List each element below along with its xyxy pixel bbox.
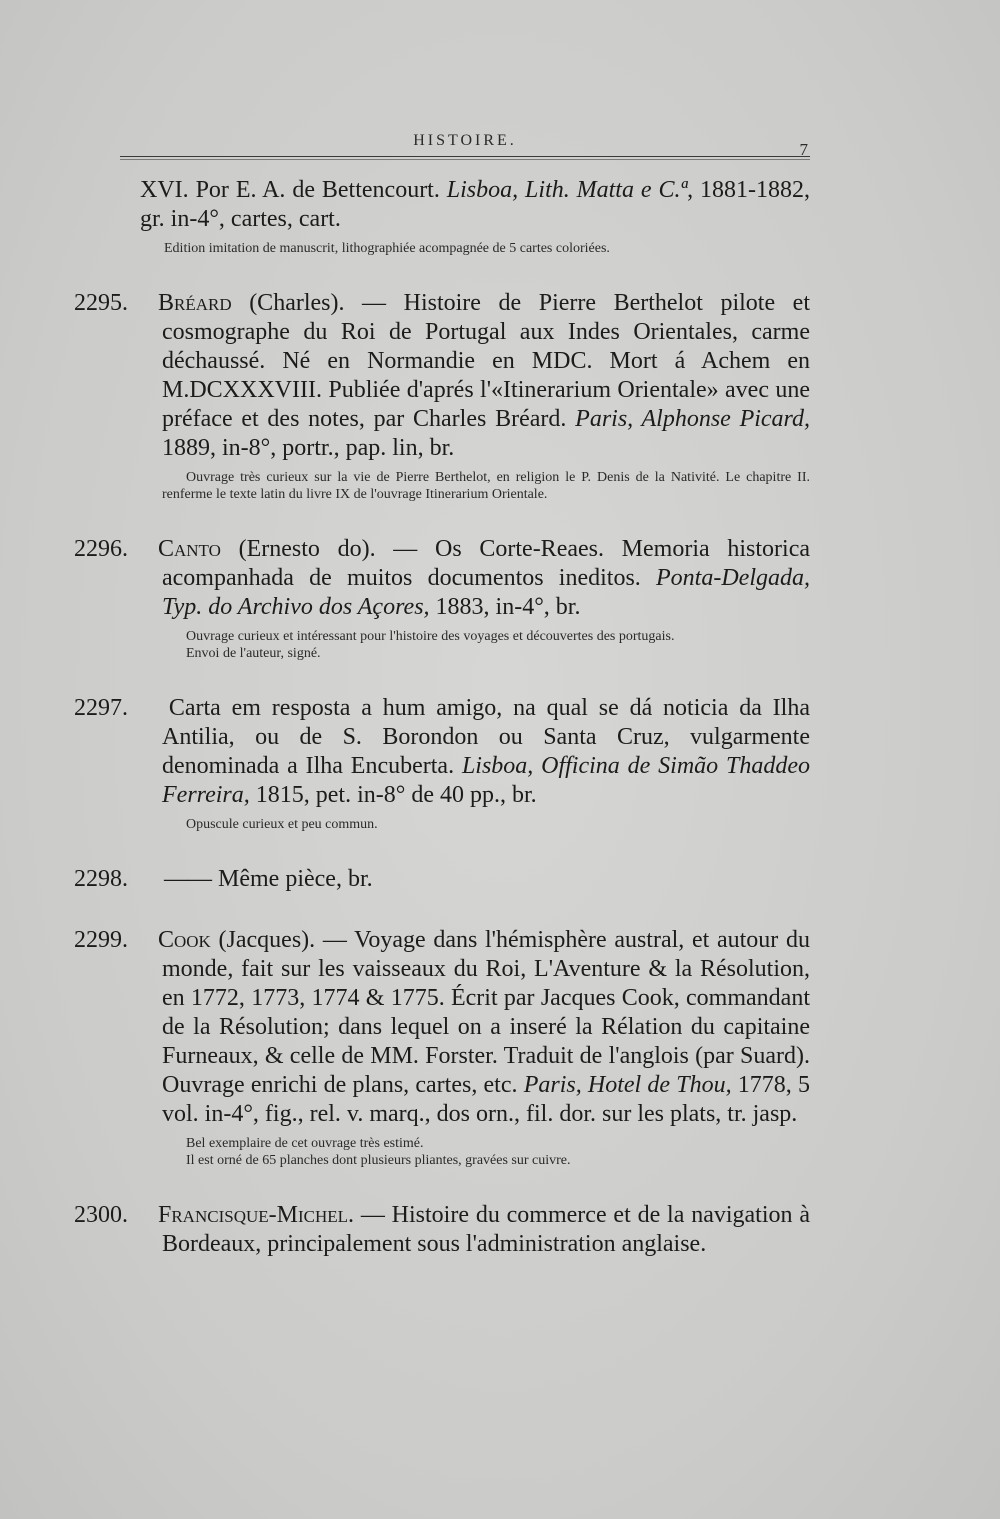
entry-text [74, 865, 810, 894]
entry-text [74, 289, 811, 463]
entry-body: Carta em resposta a hum amigo, na qual se dá noticia da Ilha Antilia, ou de S. Borondon ou Santa Cruz, vulgarmente denominada a Ilha Encuberta. [158, 695, 810, 779]
entry-number: 2298. [74, 866, 128, 892]
entry-note [140, 240, 810, 257]
entry-tail: 1883, in-4°, br. [429, 594, 581, 620]
entry-number: 2296. [74, 536, 128, 562]
entry-body: (Charles). — Histoire de Pierre Berthelot pilote et cosmographe du Roi de Portugal aux Indes Orientales, carme déchaussé. Né en Normandie en MDC. Mort á Achem en M.DCXXXVIII. Publiée d'aprés l'«Itinerarium Orientale» avec une préface et des notes, par Charles Bréard. [162, 290, 810, 432]
catalogue-entries [74, 176, 811, 1259]
spacer [118, 503, 810, 535]
entry-body: XVI. Por E. A. de Bettencourt. [140, 177, 447, 203]
entry-note [162, 469, 810, 503]
entry-continuation [118, 176, 810, 257]
entry-body: (Jacques). — Voyage dans l'hémisphère austral, et autour du monde, fait sur les vaisseaux du Roi, L'Aventure & la Résolution, en 1772, 1773, 1774 & 1775. Écrit par Jacques Cook, commandant de la Résolution; dans lequel on a inseré la Rélation du capitaine Furneaux, & celle de MM. Forster. Traduit de l'anglois (par Suard). Ouvrage enrichi de plans, cartes, etc. [162, 927, 810, 1098]
spacer [118, 1169, 810, 1201]
entry-author: Canto [158, 536, 221, 562]
entry-2299 [74, 926, 811, 1169]
entry-text [74, 926, 811, 1129]
entry-number: 2295. [74, 290, 128, 316]
spacer [118, 833, 810, 865]
entry-text [74, 535, 810, 622]
entry-imprint: Lisboa, Officina de Simão Thaddeo Ferreira, [162, 753, 810, 808]
entry-body: —— Même pièce, br. [158, 866, 373, 892]
entry-imprint: Lisboa, Lith. Matta e C.ª [446, 177, 688, 203]
entry-author: Francisque-Michel [158, 1202, 349, 1228]
entry-body: (Ernesto do). — Os Corte-Reaes. Memoria historica acompanhada de muitos documentos ineditos. [162, 536, 810, 591]
entry-text [118, 176, 810, 234]
entry-imprint: Paris, Alphonse Picard, [575, 406, 811, 432]
header-rule [120, 156, 810, 157]
note-line: Envoi de l'auteur, signé. [186, 646, 321, 661]
spacer [118, 257, 810, 289]
note-line: Ouvrage très curieux sur la vie de Pierre Berthelot, en religion le P. Denis de la Nativité. Le chapitre II. renferme le texte latin du livre IX de l'ouvrage Itinerarium Orientale. [162, 470, 810, 502]
note-line: Bel exemplaire de cet ouvrage très estimé. [186, 1136, 424, 1151]
entry-2296 [74, 535, 810, 662]
header-rule-thin [120, 159, 810, 160]
entry-text [74, 694, 810, 810]
spacer [118, 894, 810, 926]
entry-2300 [74, 1201, 810, 1259]
running-title: HISTOIRE. [413, 132, 517, 149]
entry-note [162, 1135, 810, 1169]
entry-author: Bréard [158, 290, 232, 316]
spacer [118, 662, 810, 694]
entry-note [162, 628, 810, 662]
entry-body: . — Histoire du commerce et de la navigation à Bordeaux, principalement sous l'administration anglaise. [162, 1202, 810, 1257]
entry-2298 [74, 865, 810, 894]
entry-2297 [74, 694, 810, 833]
entry-2295 [74, 289, 811, 503]
entry-imprint: Ponta-Delgada, Typ. do Archivo dos Açores, [162, 565, 810, 620]
entry-tail: 1815, pet. in-8° de 40 pp., br. [249, 782, 537, 808]
entry-author: Cook [158, 927, 211, 953]
page-number: 7 [799, 140, 808, 159]
entry-number: 2297. [74, 695, 128, 721]
entry-number: 2300. [74, 1202, 128, 1228]
running-header [120, 132, 810, 162]
entry-text [74, 1201, 810, 1259]
note-line: Edition imitation de manuscrit, lithographiée acompagnée de 5 cartes coloriées. [164, 241, 610, 256]
note-line: Opuscule curieux et peu commun. [186, 817, 378, 832]
entry-tail: 1889, in-8°, portr., pap. lin, br. [162, 435, 455, 461]
entry-tail: , 1881-1882, gr. in-4°, cartes, cart. [140, 177, 811, 232]
note-line: Il est orné de 65 planches dont plusieurs pliantes, gravées sur cuivre. [186, 1153, 571, 1168]
entry-note [162, 816, 810, 833]
entry-tail: 1778, 5 vol. in-4°, fig., rel. v. marq., dos orn., fil. dor. sur les plats, tr. jasp. [162, 1072, 811, 1127]
entry-number: 2299. [74, 927, 128, 953]
entry-imprint: Paris, Hotel de Thou, [523, 1072, 732, 1098]
note-line: Ouvrage curieux et intéressant pour l'histoire des voyages et découvertes des portugais. [186, 629, 675, 644]
